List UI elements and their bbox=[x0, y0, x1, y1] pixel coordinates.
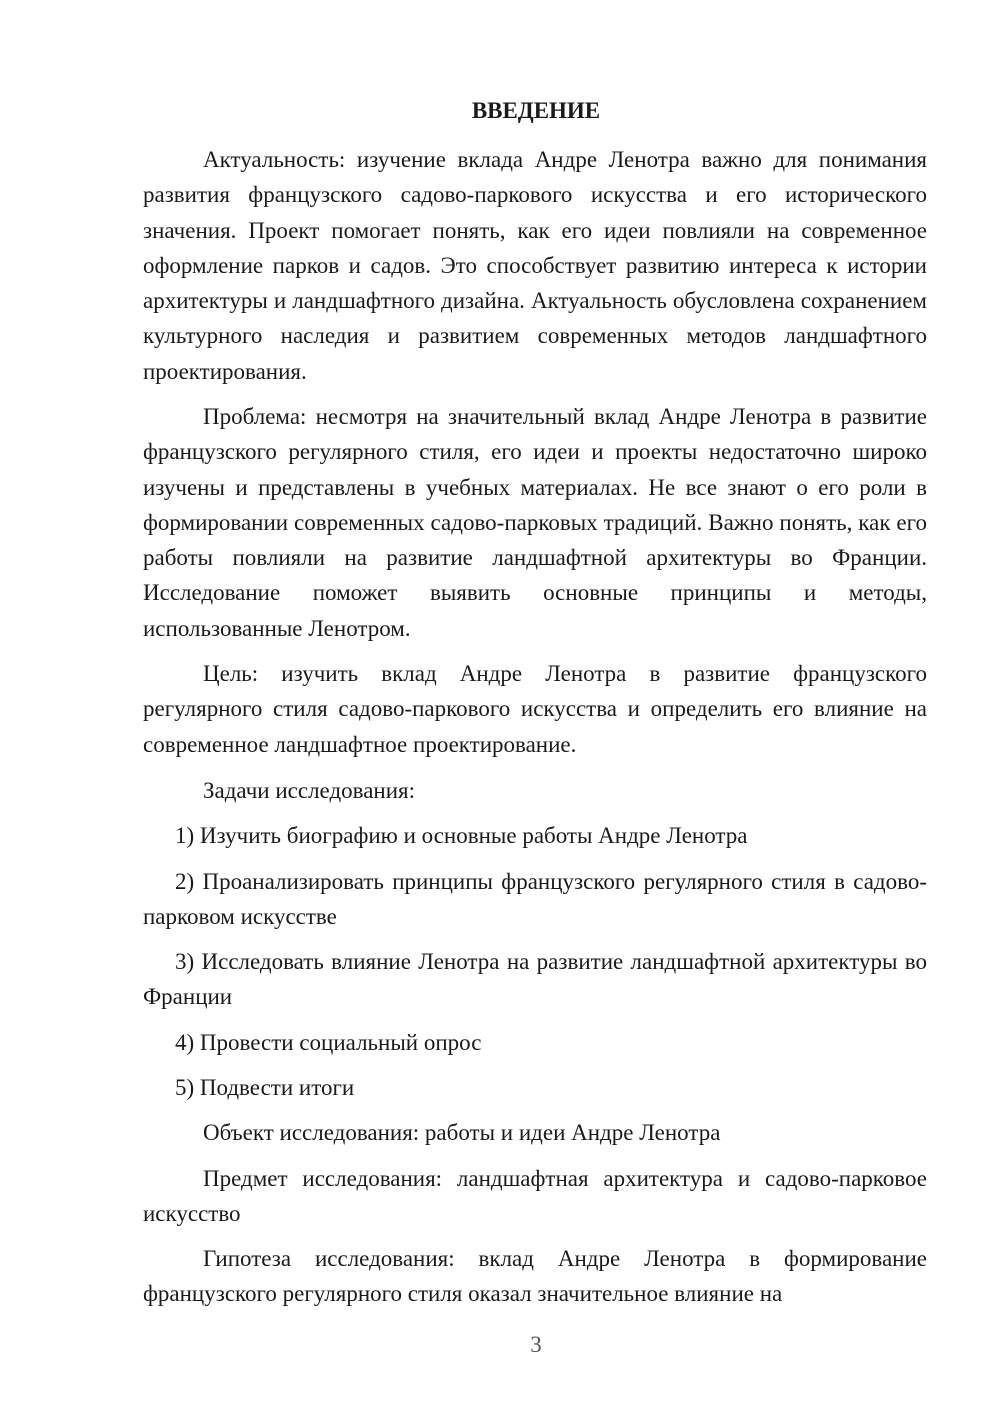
task-item-3: 3) Исследовать влияние Ленотра на развитие ландшафтной архитектуры во Франции bbox=[143, 949, 927, 1010]
paragraph-goal: Цель: изучить вклад Андре Ленотра в развитие французского регулярного стиля садово-паркового искусства и определить его влияние на современное ландшафтное проектирование. bbox=[143, 661, 927, 757]
paragraph-hypothesis: Гипотеза исследования: вклад Андре Ленотра в формирование французского регулярного стиля оказал значительное влияние на bbox=[143, 1246, 927, 1307]
paragraph-problem: Проблема: несмотря на значительный вклад Андре Ленотра в развитие французского регулярного стиля, его идеи и проекты недостаточно широко изучены и представлены в учебных материалах. Не все знают о его роли в формировании современных садово-парковых традиций. Важно понять, как его работы повлияли на развитие ландшафтной архитектуры во Франции. Исследование поможет выявить основные принципы и методы, использованные Ленотром. bbox=[143, 404, 927, 641]
page-number: 3 bbox=[530, 1332, 542, 1357]
paragraph-subject: Предмет исследования: ландшафтная архитектура и садово-парковое искусство bbox=[143, 1166, 927, 1227]
tasks-heading: Задачи исследования: bbox=[203, 778, 416, 803]
task-item-4: 4) Провести социальный опрос bbox=[175, 1030, 482, 1055]
paragraph-relevance: Актуальность: изучение вклада Андре Ленотра важно для понимания развития французского садово-паркового искусства и его исторического значения. Проект помогает понять, как его идеи повлияли на современное оформление парков и садов. Это способствует развитию интереса к истории архитектуры и ландшафтного дизайна. Актуальность обусловлена сохранением культурного наследия и развитием современных методов ландшафтного проектирования. bbox=[143, 147, 927, 384]
section-title: ВВЕДЕНИЕ bbox=[471, 98, 601, 123]
paragraph-object: Объект исследования: работы и идеи Андре Ленотра bbox=[203, 1120, 721, 1145]
task-item-1: 1) Изучить биографию и основные работы Андре Ленотра bbox=[175, 823, 748, 848]
task-item-2: 2) Проанализировать принципы французского регулярного стиля в садово-парковом искусстве bbox=[143, 869, 927, 930]
task-item-5: 5) Подвести итоги bbox=[175, 1075, 355, 1100]
